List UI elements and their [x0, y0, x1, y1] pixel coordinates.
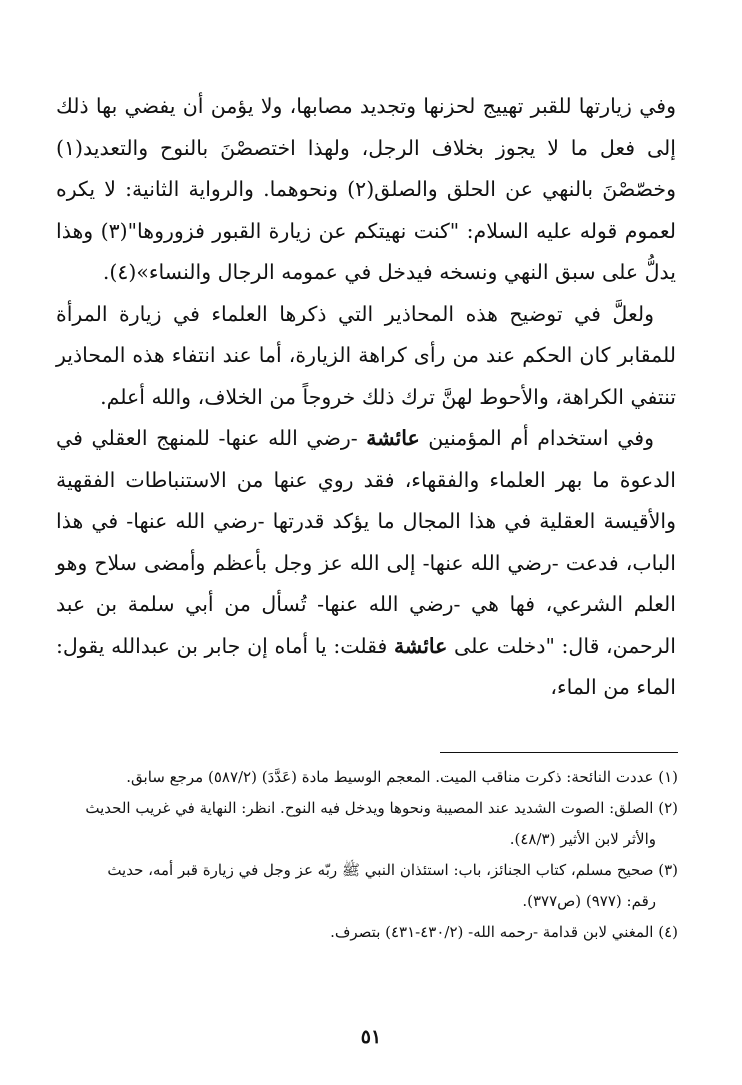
footnotes — [60, 762, 678, 948]
footnote-3-continuation: رقم: (٩٧٧) (ص٣٧٧). — [522, 892, 656, 910]
paragraph-3-text-a: وفي استخدام أم المؤمنين — [419, 426, 654, 450]
footnote-2-continuation: والأثر لابن الأثير (٤٨/٣). — [509, 830, 656, 848]
footnote-2: (٢) الصلق: الصوت الشديد عند المصيبة ونحوها ويدخل فيه النوح. انظر: النهاية في غريب الحديث — [85, 799, 678, 817]
paragraph-3-text-c: فقلت: يا أماه إن جابر بن عبدالله يقول: الماء من الماء، — [56, 633, 676, 699]
main-text — [56, 86, 676, 709]
paragraph-3-text-b: -رضي الله عنها- للمنهج العقلي في الدعوة ما بهر العلماء والفقهاء، فقد روي عنها من الاستنباطات الفقهية والأقيسة العقلية في هذا المجال ما يؤكد قدرتها -رضي الله عنها- في هذا الباب، فدعت -رضي الله عنها- إلى الله عز وجل بأعظم وأمضى سلاح وهو العلم الشرعي، فها هي -رضي الله عنها- تُسأل من أبي سلمة بن عبد الرحمن، قال: "دخلت على — [56, 426, 676, 658]
footnote-1: (١) عددت النائحة: ذكرت مناقب الميت. المعجم الوسيط مادة (عَدَّدَ) (٥٨٧/٢) مرجع سابق. — [126, 768, 678, 786]
footnote-4: (٤) المغني لابن قدامة -رحمه الله- (٤٣٠/٢-٤٣١) بتصرف. — [330, 923, 678, 941]
paragraph-1: وفي زيارتها للقبر تهييج لحزنها وتجديد مصابها، ولا يؤمن أن يفضي بها ذلك إلى فعل ما لا يجوز بخلاف الرجل، ولهذا اختصصْنَ بالنوح والتعديد(١) وخصّصْنَ بالنهي عن الحلق والصلق(٢) ونحوهما. والرواية الثانية: لا يكره لعموم قوله عليه السلام: "كنت نهيتكم عن زيارة القبور فزوروها"(٣) وهذا يدلُّ على سبق النهي ونسخه فيدخل في عمومه الرجال والنساء»(٤). — [56, 94, 677, 284]
footnote-separator — [440, 752, 678, 753]
name-aisha-2: عائشة — [393, 633, 448, 658]
paragraph-2: ولعلَّ في توضيح هذه المحاذير التي ذكرها العلماء في زيارة المرأة للمقابر كان الحكم عند من رأى كراهة الزيارة، أما عند انتفاء هذه المحاذير تنتفي الكراهة، والأحوط لهنَّ ترك ذلك خروجاً من الخلاف، والله أعلم. — [56, 301, 676, 409]
name-aisha: عائشة — [366, 426, 420, 450]
footnote-3: (٣) صحيح مسلم، كتاب الجنائز، باب: استئذان النبي ﷺ ربّه عز وجل في زيارة قبر أمه، حديث — [107, 861, 678, 879]
paragraph-3 — [56, 418, 676, 709]
page-number: ٥١ — [360, 1026, 382, 1048]
